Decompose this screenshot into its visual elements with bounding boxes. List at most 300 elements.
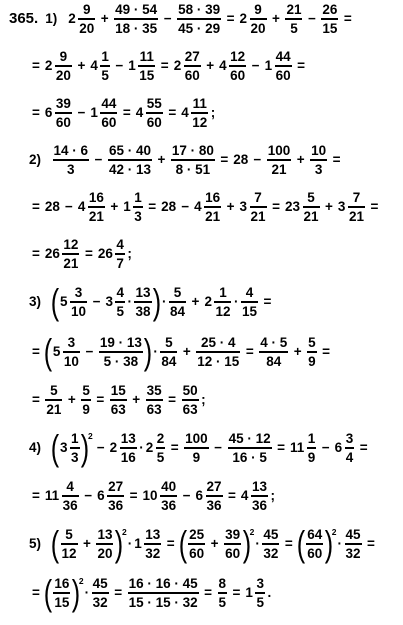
- whole-part: 4: [181, 105, 189, 121]
- fraction-bar: [156, 447, 166, 448]
- numerator: 4: [245, 285, 254, 301]
- fraction: [275, 49, 292, 83]
- math-operator: =: [122, 105, 131, 121]
- math-text: ·: [233, 294, 239, 310]
- mixed-number: [97, 237, 127, 271]
- fraction-bar: [81, 399, 91, 400]
- whole-part: 6: [97, 488, 105, 504]
- mixed-number: [145, 431, 167, 465]
- math-operator: =: [232, 585, 241, 601]
- denominator: 12: [192, 114, 208, 130]
- math-operator: +: [67, 392, 76, 408]
- math-operator: =: [32, 392, 40, 408]
- math-line: [28, 427, 372, 468]
- denominator: 15: [241, 303, 258, 319]
- math-operator: +: [325, 199, 333, 215]
- exponent: 2: [78, 575, 84, 586]
- numerator: 15: [110, 383, 126, 398]
- numerator: 5: [165, 335, 173, 351]
- math-operator: =: [220, 152, 229, 168]
- numerator: 49 · 54: [115, 2, 158, 17]
- fraction: [55, 96, 72, 130]
- denominator: 5: [256, 594, 264, 610]
- fraction-bar: [107, 495, 124, 496]
- whole-part: 3: [105, 294, 113, 310]
- fraction-bar: [53, 592, 70, 593]
- math-operator: =: [32, 105, 40, 121]
- denominator: 63: [146, 401, 162, 417]
- numerator: 65 · 40: [108, 143, 151, 158]
- denominator: 15: [322, 20, 338, 36]
- math-operator: =: [32, 246, 40, 262]
- numerator: 13: [120, 431, 136, 447]
- whole-part: 4: [194, 199, 202, 215]
- fraction: [348, 190, 365, 224]
- numerator: 3: [67, 335, 76, 351]
- mixed-number: [44, 237, 81, 271]
- denominator: 9: [192, 449, 201, 465]
- math-text: ;: [210, 105, 216, 121]
- mixed-number: [173, 49, 203, 83]
- fraction-bar: [191, 112, 208, 113]
- fraction-bar: [204, 206, 221, 207]
- whole-part: 11: [289, 440, 305, 456]
- math-operator: +: [100, 11, 109, 27]
- fraction-bar: [138, 65, 155, 66]
- math-operator: +: [226, 199, 235, 215]
- fraction-bar: [53, 159, 90, 160]
- whole-part: 23: [284, 199, 300, 215]
- numerator: 5: [65, 527, 73, 543]
- mixed-number: [142, 479, 179, 513]
- denominator: 21: [63, 255, 79, 271]
- math-operator: −: [182, 488, 191, 504]
- math-operator: =: [32, 585, 40, 601]
- mixed-number: [180, 96, 210, 130]
- math-text: 4: [90, 58, 98, 74]
- math-operator: =: [32, 58, 40, 74]
- math-operator: −: [214, 440, 223, 456]
- math-text: ;: [201, 392, 206, 408]
- numerator: 27: [108, 479, 124, 494]
- math-text: ·: [127, 536, 133, 552]
- math-text: 1: [128, 58, 136, 74]
- fraction: [241, 285, 258, 319]
- math-line: [28, 237, 133, 271]
- denominator: 15 · 15 · 32: [128, 594, 198, 610]
- math-operator: −: [77, 105, 86, 121]
- numerator: 100: [267, 143, 291, 158]
- denominator: 5: [101, 67, 109, 83]
- fraction: [146, 383, 163, 417]
- fraction: [160, 335, 177, 369]
- whole-part: 2: [239, 11, 248, 27]
- math-operator: =: [332, 152, 341, 168]
- fraction: [345, 527, 362, 561]
- fraction-bar: [229, 65, 246, 66]
- fraction: [206, 479, 223, 513]
- fraction: [88, 190, 105, 224]
- numerator: 58 · 39: [178, 2, 221, 17]
- math-text: ;: [127, 246, 132, 262]
- whole-part: 2: [173, 58, 182, 74]
- mixed-number: [133, 527, 163, 561]
- denominator: 84: [170, 303, 186, 319]
- mixed-number: [334, 431, 356, 465]
- right-paren: ): [144, 331, 153, 372]
- denominator: 8 · 51: [175, 161, 211, 177]
- math-operator: =: [228, 488, 236, 504]
- denominator: 45 · 29: [178, 20, 221, 36]
- left-paren: (: [50, 523, 60, 564]
- fraction: [144, 527, 161, 561]
- denominator: 10: [63, 353, 79, 369]
- numerator: 9: [254, 2, 262, 17]
- mixed-number: [193, 190, 223, 224]
- fraction-bar: [267, 159, 292, 160]
- right-paren: ): [152, 281, 162, 322]
- math-operator: =: [277, 440, 285, 456]
- math-operator: −: [253, 152, 262, 168]
- numerator: 5: [307, 190, 315, 205]
- math-line: [28, 143, 345, 177]
- numerator: 4: [116, 237, 124, 252]
- math-operator: +: [110, 199, 119, 215]
- numerator: 13: [135, 285, 151, 301]
- whole-part: 3: [337, 199, 346, 215]
- fraction: [53, 576, 70, 610]
- numerator: 16 · 16 · 45: [128, 576, 198, 592]
- numerator: 12: [63, 237, 79, 252]
- numerator: 64: [307, 527, 323, 543]
- numerator: 14 · 6: [53, 143, 89, 158]
- math-operator: =: [359, 440, 368, 456]
- fraction: [218, 576, 228, 610]
- math-operator: =: [263, 294, 272, 310]
- fraction: [138, 49, 155, 83]
- subproblem-label: 2): [29, 152, 42, 168]
- math-operator: +: [191, 294, 200, 310]
- numerator: 55: [146, 96, 162, 111]
- numerator: 11: [192, 96, 207, 111]
- math-operator: =: [297, 58, 305, 74]
- fraction-bar: [92, 592, 109, 593]
- math-operator: +: [83, 536, 91, 552]
- fraction: [345, 431, 355, 465]
- denominator: 20: [250, 20, 266, 36]
- fraction: [169, 285, 186, 319]
- numerator: 3: [256, 576, 264, 592]
- denominator: 21: [303, 208, 319, 224]
- fraction-bar: [184, 447, 209, 448]
- fraction-bar: [146, 399, 163, 400]
- numerator: 13: [251, 479, 267, 494]
- fraction-bar: [345, 543, 362, 544]
- numerator: 5: [173, 285, 182, 301]
- fraction-bar: [134, 301, 151, 302]
- numerator: 13: [97, 527, 113, 543]
- numerator: 8: [218, 576, 227, 592]
- math-operator: =: [245, 344, 254, 360]
- denominator: 32: [145, 545, 161, 561]
- math-operator: =: [84, 246, 93, 262]
- whole-part: 6: [195, 488, 203, 504]
- denominator: 60: [55, 114, 71, 130]
- numerator: 39: [55, 96, 71, 111]
- math-line: [28, 479, 276, 513]
- denominator: 7: [116, 255, 124, 271]
- numerator: 13: [145, 527, 161, 543]
- fraction: [61, 527, 78, 561]
- math-operator: =: [322, 344, 331, 360]
- whole-part: 6: [334, 440, 343, 456]
- denominator: 10: [71, 303, 87, 319]
- fraction: [70, 285, 87, 319]
- numerator: 1: [134, 190, 142, 205]
- math-operator: =: [129, 488, 138, 504]
- denominator: 36: [251, 497, 267, 513]
- fraction: [214, 285, 231, 319]
- denominator: 16 · 5: [232, 449, 267, 465]
- exponent: 2: [88, 430, 93, 441]
- math-operator: =: [204, 585, 213, 601]
- fraction-bar: [251, 495, 268, 496]
- fraction: [55, 49, 72, 83]
- whole-part: 3: [239, 199, 248, 215]
- denominator: 21: [250, 208, 266, 224]
- denominator: 18 · 35: [115, 20, 158, 36]
- denominator: 3: [314, 161, 323, 177]
- fraction-bar: [120, 447, 137, 448]
- right-paren: ): [80, 427, 90, 468]
- math-text: ·: [84, 585, 90, 601]
- whole-part: 4: [219, 58, 227, 74]
- math-line: [8, 2, 356, 36]
- numerator: 10: [311, 143, 327, 158]
- math-operator: +: [296, 152, 305, 168]
- numerator: 17 · 80: [171, 143, 214, 158]
- denominator: 20: [79, 20, 95, 36]
- fraction-bar: [115, 253, 125, 254]
- math-operator: =: [96, 392, 105, 408]
- math-operator: −: [251, 58, 260, 74]
- math-operator: =: [170, 440, 179, 456]
- denominator: 21: [205, 208, 221, 224]
- fraction: [182, 383, 199, 417]
- whole-part: 4: [135, 105, 144, 121]
- fraction: [188, 527, 205, 561]
- math-operator: =: [32, 199, 40, 215]
- subproblem-label: 3): [29, 294, 42, 310]
- fraction-bar: [110, 399, 127, 400]
- denominator: 36: [161, 497, 177, 513]
- fraction-bar: [96, 543, 113, 544]
- fraction: [134, 285, 151, 319]
- fraction: [321, 2, 338, 36]
- fraction-bar: [224, 543, 241, 544]
- fraction-bar: [100, 112, 117, 113]
- whole-part: 26: [44, 246, 60, 262]
- numerator: 1: [101, 49, 109, 64]
- math-operator: +: [272, 11, 280, 27]
- numerator: 3: [345, 431, 354, 447]
- denominator: 15: [139, 67, 155, 83]
- fraction-bar: [306, 543, 323, 544]
- fraction: [303, 190, 320, 224]
- math-text: ·: [153, 344, 158, 360]
- fraction-bar: [262, 543, 279, 544]
- numerator: 1: [307, 431, 316, 447]
- right-paren: ): [114, 523, 124, 564]
- denominator: 60: [275, 67, 291, 83]
- fraction: [62, 479, 79, 513]
- mixed-number: [122, 190, 144, 224]
- fraction-bar: [307, 447, 317, 448]
- exponent: 2: [121, 526, 127, 537]
- subproblem-label: 5): [29, 536, 42, 552]
- fraction-bar: [303, 206, 320, 207]
- fraction: [70, 431, 80, 465]
- exponent: 2: [249, 526, 255, 537]
- numerator: 45: [92, 576, 108, 592]
- fraction-bar: [307, 351, 317, 352]
- fraction-bar: [100, 65, 110, 66]
- subproblem-label: 1): [45, 11, 58, 27]
- fraction: [146, 96, 163, 130]
- numerator: 44: [101, 96, 117, 111]
- whole-part: 3: [60, 440, 68, 456]
- numerator: 1: [71, 431, 79, 447]
- fraction: [62, 237, 79, 271]
- math-operator: −: [321, 440, 330, 456]
- fraction: [250, 190, 267, 224]
- left-paren: (: [43, 331, 53, 372]
- numerator: 25: [189, 527, 205, 543]
- denominator: 3: [67, 161, 75, 177]
- math-operator: +: [132, 392, 141, 408]
- whole-part: 1: [123, 199, 131, 215]
- fraction: [100, 96, 117, 130]
- denominator: 12 · 15: [197, 353, 240, 369]
- fraction-bar: [133, 206, 143, 207]
- fraction-bar: [177, 18, 221, 19]
- math-operator: −: [163, 11, 172, 27]
- math-operator: +: [206, 58, 215, 74]
- fraction-bar: [128, 592, 199, 593]
- whole-part: 2: [44, 58, 53, 74]
- whole-part: 2: [68, 11, 76, 27]
- math-operator: =: [226, 11, 235, 27]
- numerator: 40: [161, 479, 177, 494]
- math-operator: −: [115, 58, 124, 74]
- fraction-bar: [345, 447, 355, 448]
- numerator: 45 · 12: [228, 431, 271, 447]
- right-paren: ): [324, 523, 333, 564]
- fraction: [251, 479, 268, 513]
- math-text: 28: [161, 199, 177, 215]
- math-operator: −: [64, 199, 73, 215]
- denominator: 32: [263, 545, 279, 561]
- fraction: [115, 237, 125, 271]
- fraction: [204, 190, 221, 224]
- math-operator: −: [307, 11, 316, 27]
- fraction: [96, 527, 113, 561]
- left-paren: (: [50, 281, 60, 322]
- fraction-bar: [115, 301, 125, 302]
- fraction: [171, 143, 215, 177]
- denominator: 32: [345, 545, 361, 561]
- numerator: 16: [88, 190, 104, 205]
- math-operator: =: [168, 392, 177, 408]
- denominator: 60: [146, 114, 162, 130]
- fraction: [115, 285, 125, 319]
- numerator: 27: [184, 49, 200, 64]
- math-line: [28, 281, 275, 322]
- denominator: 21: [348, 208, 364, 224]
- math-operator: −: [181, 199, 190, 215]
- whole-part: 1: [245, 585, 253, 601]
- math-operator: −: [92, 294, 101, 310]
- fraction-bar: [321, 18, 338, 19]
- subproblem-label: 4): [29, 440, 42, 456]
- fraction-bar: [144, 543, 161, 544]
- numerator: 4: [66, 479, 74, 494]
- fraction: [81, 383, 91, 417]
- fraction: [177, 2, 221, 36]
- fraction-bar: [348, 206, 365, 207]
- whole-part: 26: [97, 246, 113, 262]
- whole-part: 11: [44, 488, 60, 504]
- numerator: 27: [206, 479, 222, 494]
- mixed-number: [59, 431, 81, 465]
- math-operator: −: [96, 440, 105, 456]
- whole-part: 2: [204, 294, 212, 310]
- fraction: [53, 143, 90, 177]
- math-operator: =: [160, 58, 169, 74]
- fraction-bar: [114, 18, 158, 19]
- fraction: [100, 49, 110, 83]
- fraction-bar: [259, 351, 288, 352]
- fraction-bar: [45, 399, 62, 400]
- fraction-bar: [70, 447, 80, 448]
- mixed-number: [104, 285, 126, 319]
- mixed-number: [194, 479, 224, 513]
- math-operator: =: [32, 344, 40, 360]
- denominator: 63: [182, 401, 198, 417]
- fraction-bar: [78, 18, 95, 19]
- fraction-bar: [88, 206, 105, 207]
- math-text: ·: [337, 536, 343, 552]
- whole-part: 5: [60, 294, 68, 310]
- math-text: ·: [255, 536, 260, 552]
- right-paren: ): [242, 523, 251, 564]
- fraction: [255, 576, 265, 610]
- denominator: 4: [345, 449, 354, 465]
- numerator: 39: [225, 527, 241, 543]
- mixed-number: [135, 96, 165, 130]
- fraction: [128, 576, 199, 610]
- fraction-bar: [250, 206, 267, 207]
- fraction: [156, 431, 166, 465]
- fraction: [224, 527, 241, 561]
- fraction-bar: [63, 351, 80, 352]
- fraction: [306, 527, 323, 561]
- mixed-number: [77, 190, 107, 224]
- math-operator: −: [94, 152, 103, 168]
- fraction-bar: [108, 159, 152, 160]
- left-paren: (: [178, 523, 187, 564]
- numerator: 1: [219, 285, 227, 301]
